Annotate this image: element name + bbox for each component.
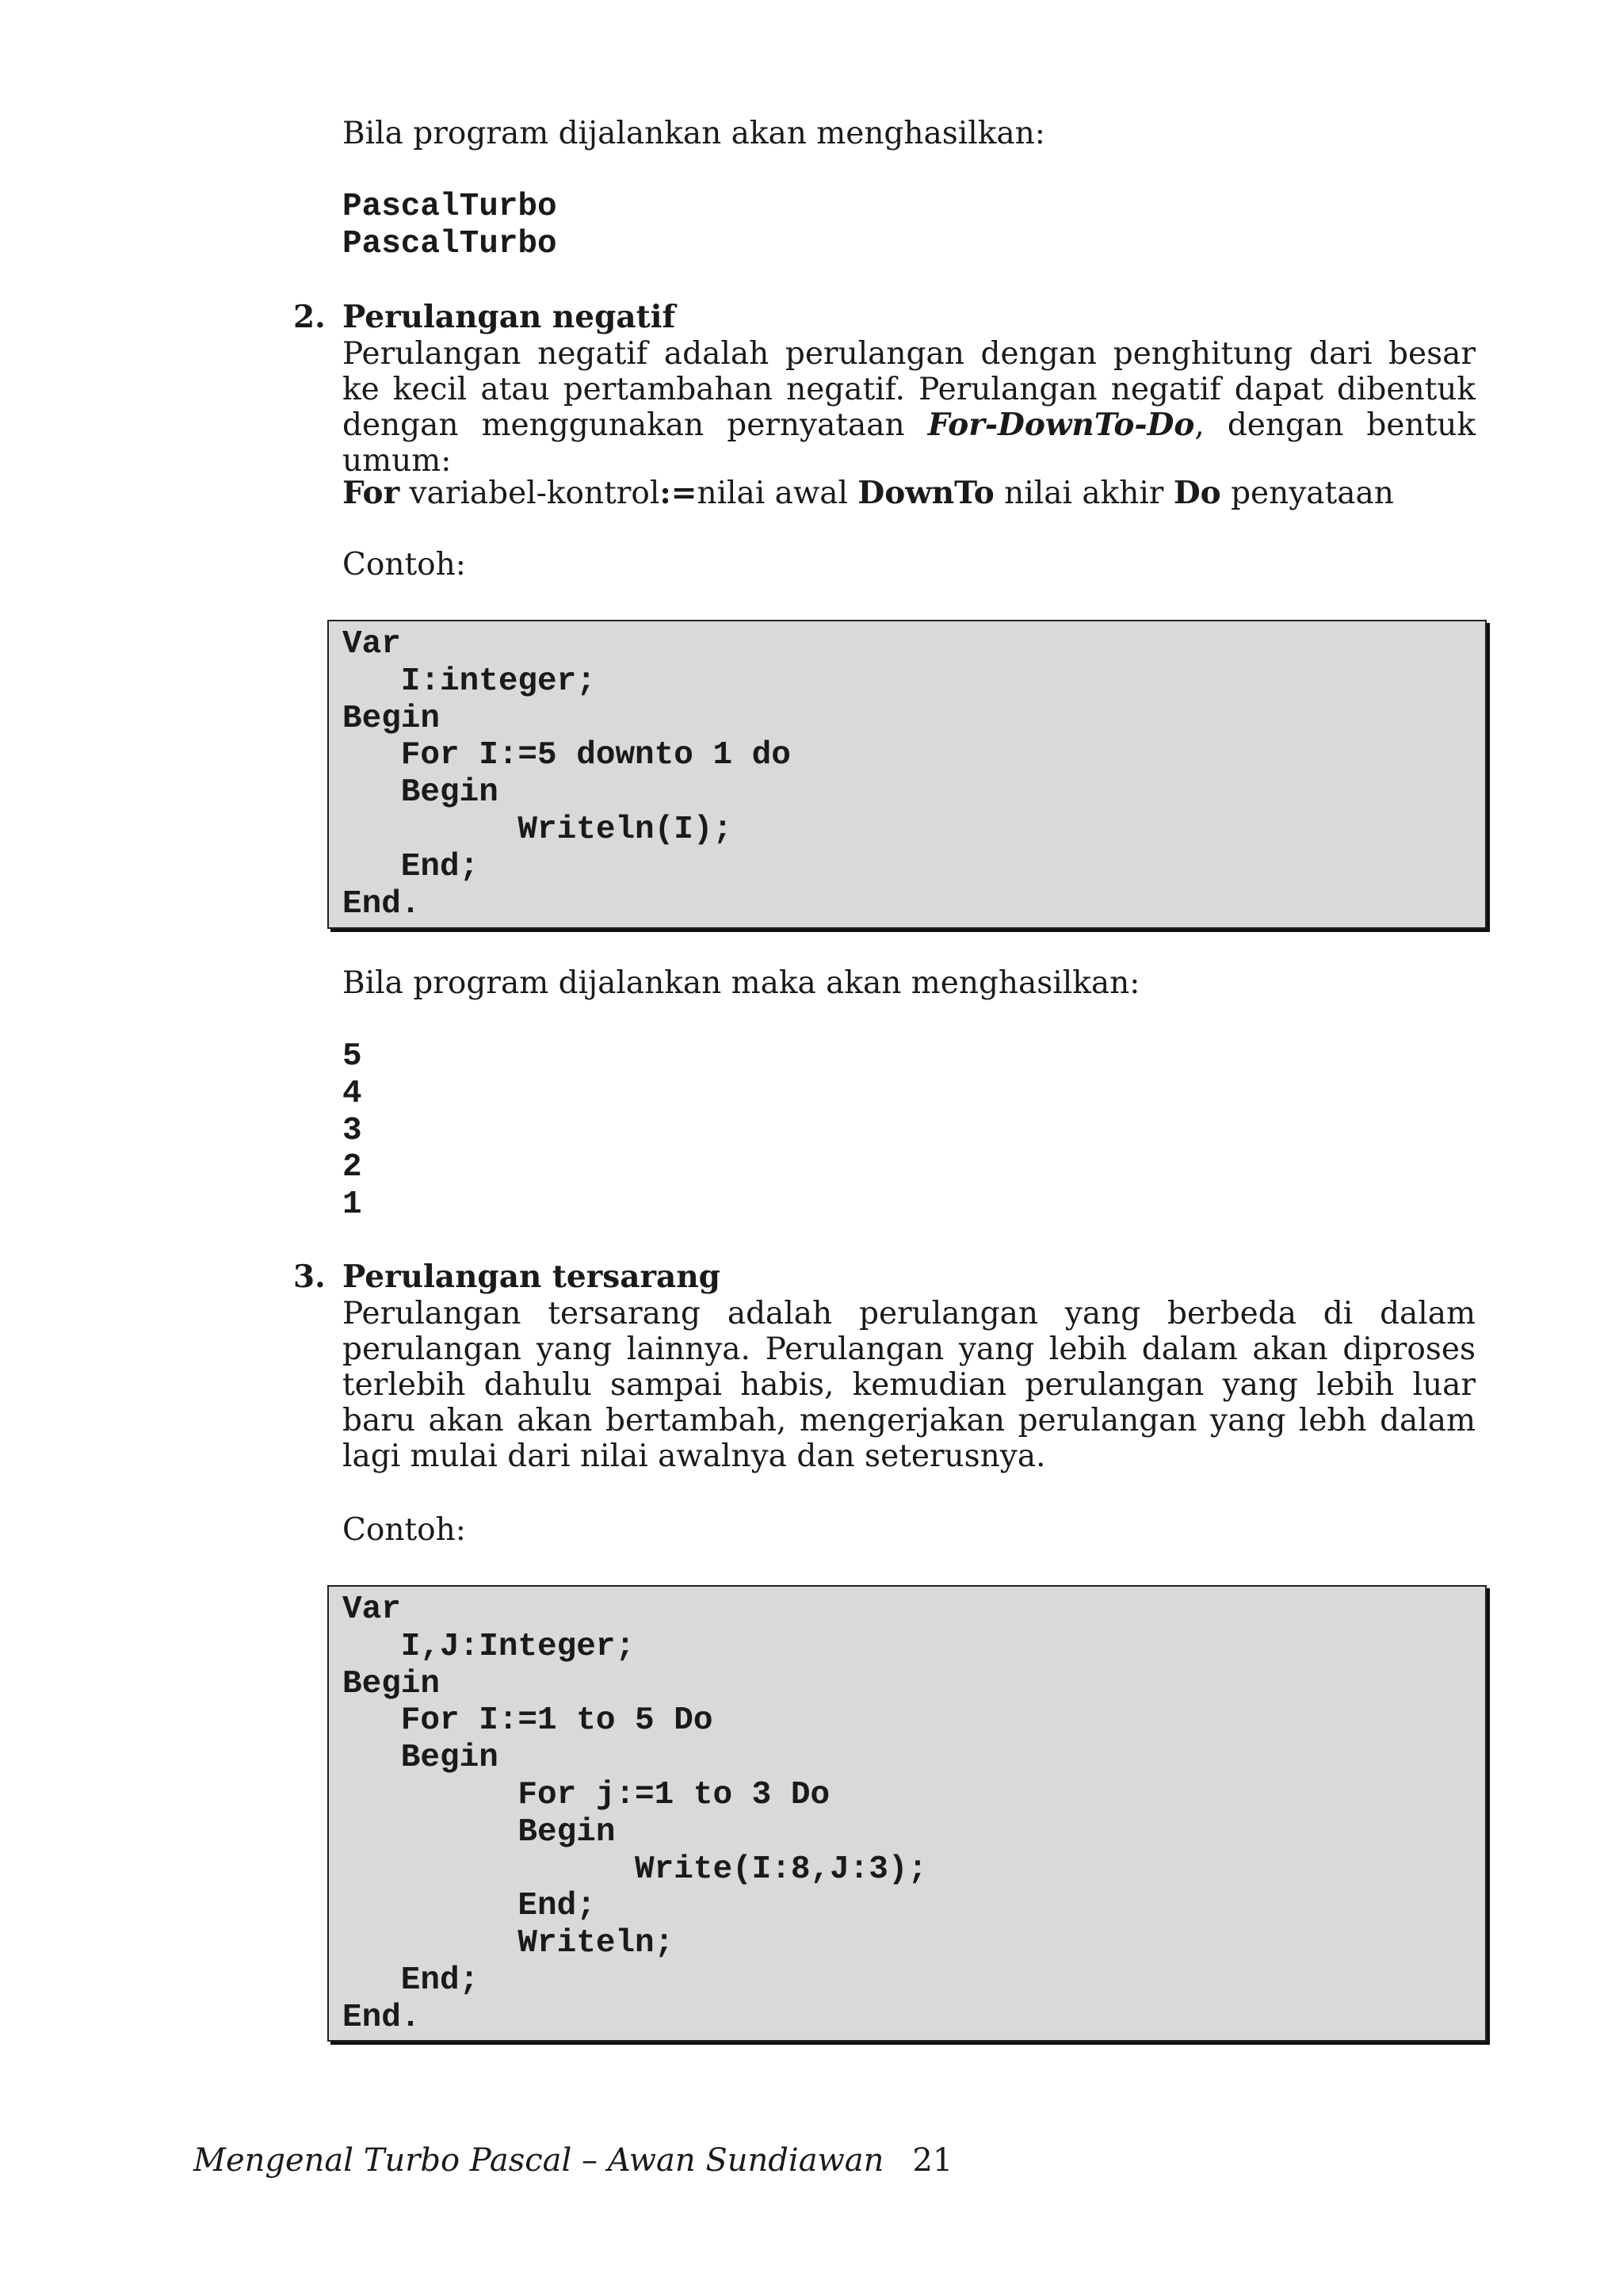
footer-title: Mengenal Turbo Pascal – Awan Sundiawan bbox=[193, 2142, 884, 2179]
code-line: Begin bbox=[342, 1813, 616, 1851]
example-label: Contoh: bbox=[342, 547, 466, 583]
section-title: Perulangan negatif bbox=[342, 299, 676, 335]
code-line: Begin bbox=[342, 774, 498, 812]
syntax-text: variabel-kontrol bbox=[399, 476, 660, 511]
code-line: End; bbox=[342, 1962, 479, 1999]
section-heading bbox=[293, 300, 1482, 335]
section-heading bbox=[293, 1259, 1482, 1295]
code-line: I,J:Integer; bbox=[342, 1628, 636, 1665]
code-line: End. bbox=[342, 885, 421, 923]
code-line: Var bbox=[342, 626, 401, 663]
code-line: Writeln; bbox=[342, 1925, 674, 1962]
code-box bbox=[327, 620, 1487, 929]
code-line: Begin bbox=[342, 1665, 441, 1702]
code-box bbox=[327, 1585, 1487, 2042]
page-number: 21 bbox=[912, 2142, 953, 2179]
code-line: Begin bbox=[342, 1740, 498, 1777]
keyword-downto: DownTo bbox=[857, 475, 995, 511]
code-line: End; bbox=[342, 1888, 596, 1925]
paragraph-text: , dengan bentuk umum: bbox=[342, 407, 1476, 479]
syntax-text: penyataan bbox=[1220, 476, 1394, 511]
output-line: 5 bbox=[342, 1038, 362, 1075]
example-label: Contoh: bbox=[342, 1512, 466, 1548]
output-line: 4 bbox=[342, 1075, 362, 1112]
output-line: PascalTurbo bbox=[342, 189, 557, 225]
section-paragraph bbox=[342, 336, 1476, 479]
code-line: Var bbox=[342, 1591, 401, 1628]
paragraph-text: Perulangan negatif adalah perulangan dengan penghitung dari besar ke kecil atau pertambahan negatif. Perulangan negatif dapat dibentuk dengan menggunakan pernyataan bbox=[342, 336, 1476, 443]
output-line: PascalTurbo bbox=[342, 226, 557, 262]
keyword-assign: := bbox=[659, 475, 697, 511]
keyword-for: For bbox=[342, 475, 400, 511]
code-line: I:integer; bbox=[342, 663, 596, 700]
section-title: Perulangan tersarang bbox=[342, 1259, 720, 1295]
code-line: Begin bbox=[342, 700, 441, 737]
output-intro-text: Bila program dijalankan maka akan menghasilkan: bbox=[342, 965, 1140, 1001]
code-line: End; bbox=[342, 848, 479, 885]
output-intro-text: Bila program dijalankan akan menghasilkan: bbox=[342, 116, 1045, 151]
section-number: 3. bbox=[293, 1259, 326, 1295]
code-line: For j:=1 to 3 Do bbox=[342, 1776, 831, 1813]
code-line: Write(I:8,J:3); bbox=[342, 1851, 928, 1888]
code-line: For I:=5 downto 1 do bbox=[342, 737, 791, 774]
syntax-line bbox=[342, 476, 1476, 511]
keyword-for-downto-do: For-DownTo-Do bbox=[927, 407, 1195, 443]
syntax-text: nilai akhir bbox=[994, 476, 1174, 511]
section-paragraph: Perulangan tersarang adalah perulangan yang berbeda di dalam perulangan yang lainnya. Perulangan yang lebih dalam akan diproses terlebih dahulu sampai habis, kemudian perulangan yang lebih luar baru akan akan bertambah, mengerjakan perulangan yang lebh dalam lagi mulai dari nilai awalnya dan seterusnya. bbox=[342, 1296, 1476, 1474]
code-line: Writeln(I); bbox=[342, 811, 733, 848]
program-output bbox=[342, 1038, 1476, 1224]
syntax-text: nilai awal bbox=[697, 476, 858, 511]
page-footer bbox=[193, 2141, 953, 2179]
output-line: 1 bbox=[342, 1186, 362, 1224]
output-line: 3 bbox=[342, 1112, 362, 1149]
section-number: 2. bbox=[293, 299, 326, 335]
output-line: 2 bbox=[342, 1149, 362, 1186]
code-line: For I:=1 to 5 Do bbox=[342, 1702, 713, 1740]
code-line: End. bbox=[342, 1999, 421, 2036]
keyword-do: Do bbox=[1173, 475, 1221, 511]
